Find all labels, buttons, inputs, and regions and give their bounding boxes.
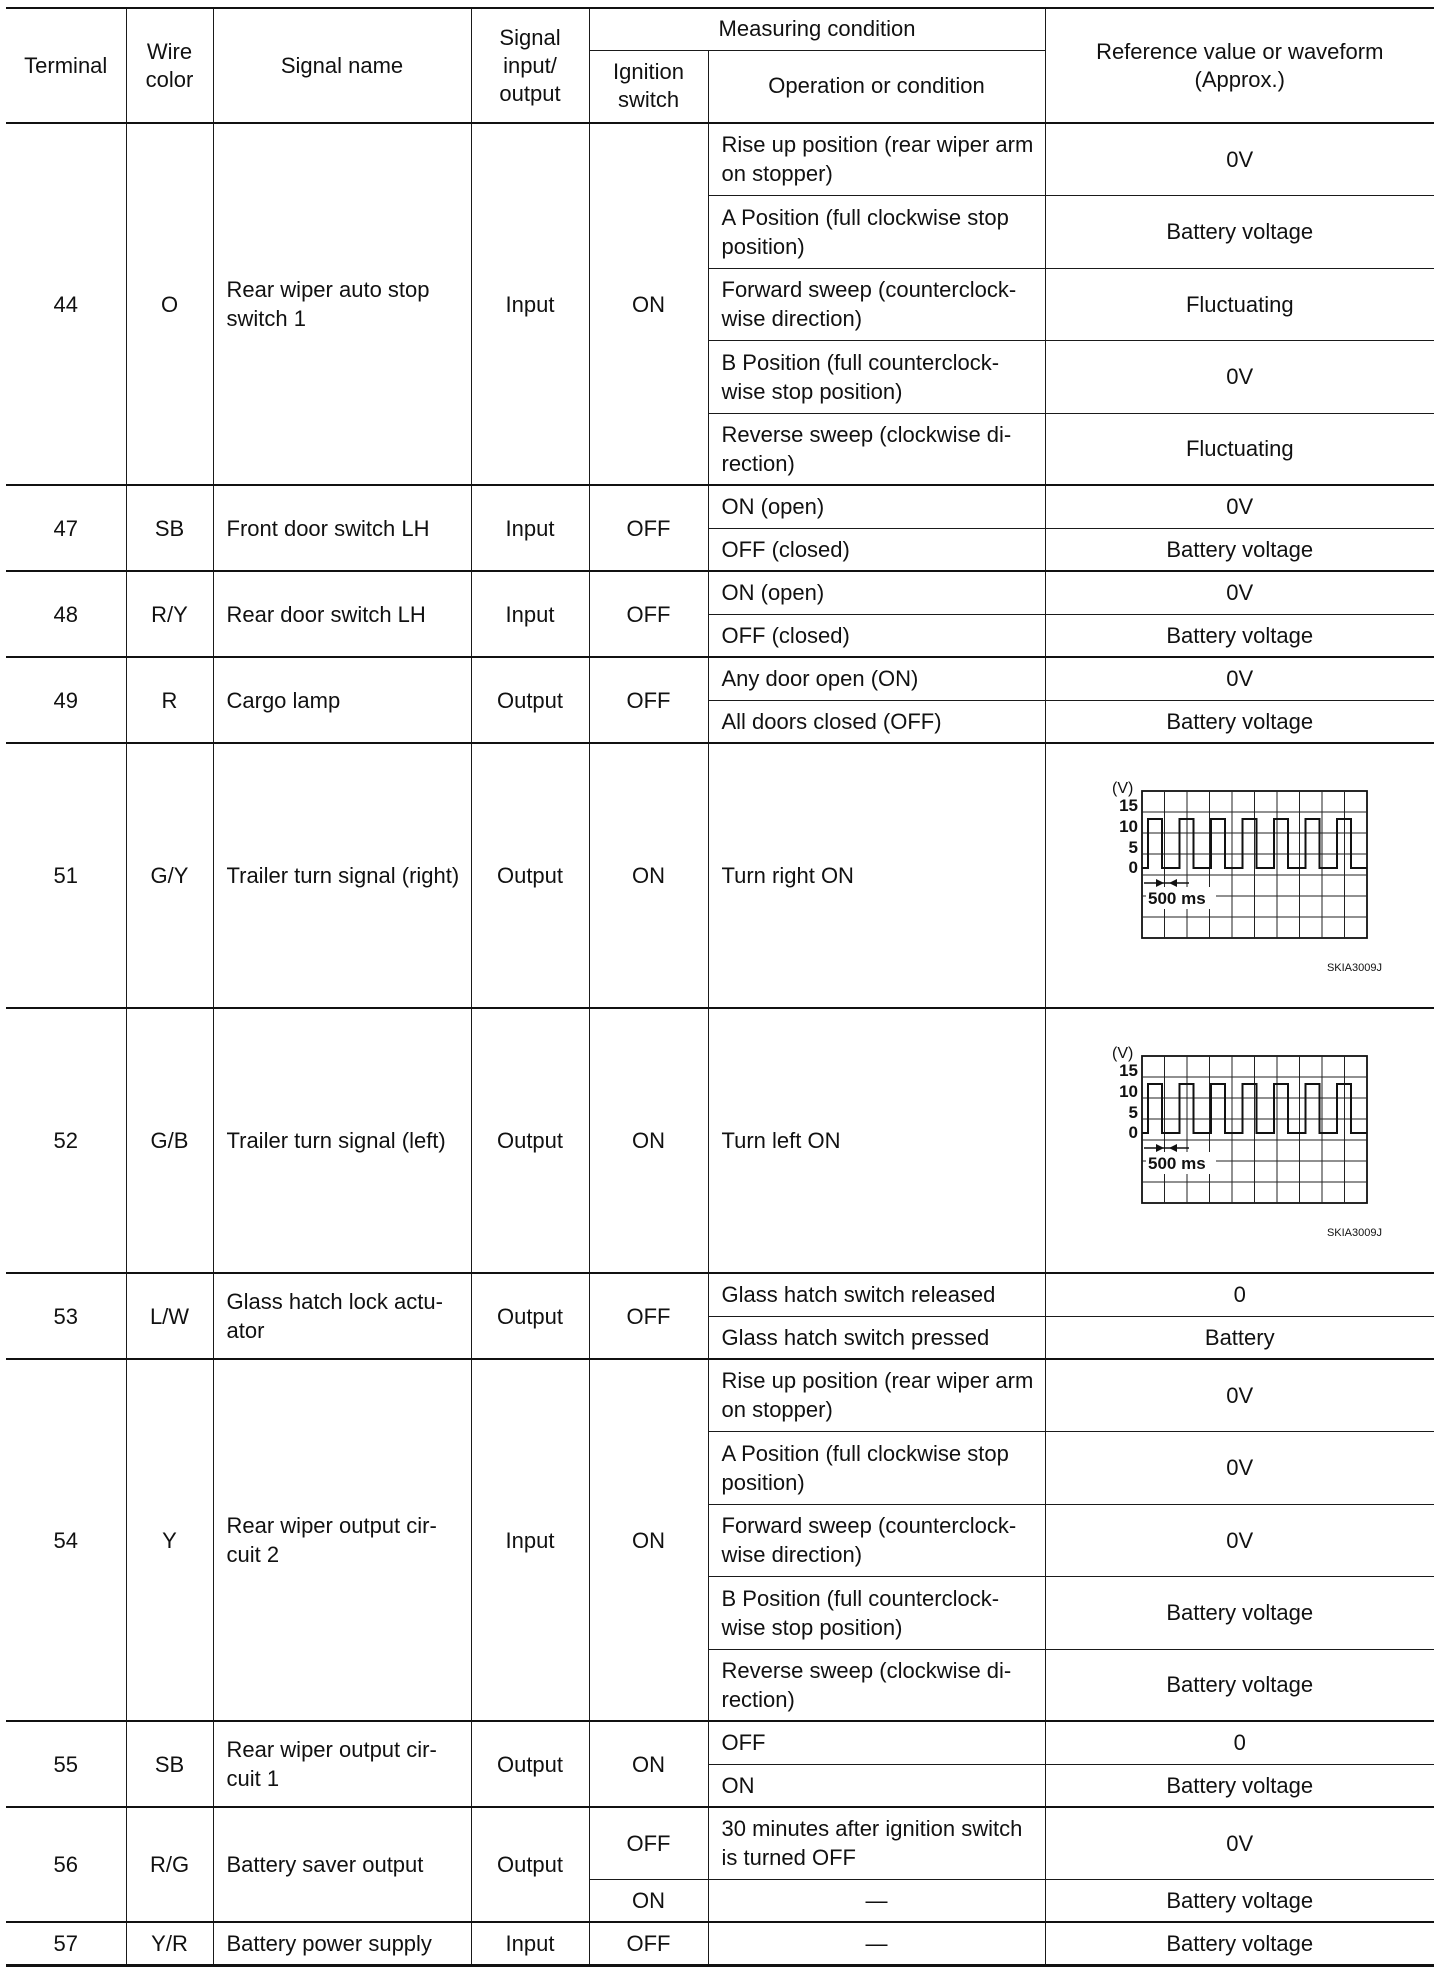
signal-io-cell: Input: [471, 485, 589, 571]
header-wire-color: Wire color: [126, 8, 213, 123]
signal-name-cell: Trailer turn signal (right): [213, 743, 471, 1008]
reference-cell: Battery voltage: [1045, 195, 1434, 268]
operation-cell: B Position (full counterclock-wise stop position): [708, 1576, 1045, 1649]
operation-cell: A Position (full clockwise stop position): [708, 1431, 1045, 1504]
terminal-cell: 53: [6, 1273, 126, 1359]
operation-cell: ON: [708, 1764, 1045, 1807]
waveform-y-tick: 10: [1118, 816, 1138, 836]
terminal-cell: 54: [6, 1359, 126, 1721]
operation-cell: 30 minutes after ignition switch is turned OFF: [708, 1807, 1045, 1879]
operation-cell: Reverse sweep (clockwise di-rection): [708, 413, 1045, 485]
signal-name-cell: Battery saver output: [213, 1807, 471, 1922]
reference-cell: 0: [1045, 1273, 1434, 1316]
operation-cell: OFF: [708, 1721, 1045, 1764]
wire-color-cell: R: [126, 657, 213, 743]
terminal-cell: 44: [6, 123, 126, 485]
header-reference: Reference value or waveform (Approx.): [1045, 8, 1434, 123]
wire-color-cell: SB: [126, 485, 213, 571]
reference-cell: Fluctuating: [1045, 268, 1434, 340]
signal-name-cell: Glass hatch lock actu-ator: [213, 1273, 471, 1359]
reference-cell: 0V: [1045, 657, 1434, 700]
operation-cell: All doors closed (OFF): [708, 700, 1045, 743]
operation-cell: Glass hatch switch pressed: [708, 1316, 1045, 1359]
waveform-y-tick: 15: [1118, 1060, 1138, 1080]
reference-cell: Battery voltage: [1045, 1764, 1434, 1807]
signal-name-cell: Battery power supply: [213, 1922, 471, 1965]
operation-cell: OFF (closed): [708, 528, 1045, 571]
reference-cell: Fluctuating: [1045, 413, 1434, 485]
waveform-y-tick: 5: [1128, 1102, 1138, 1122]
terminal-reference-table: [6, 7, 1434, 1967]
header-ignition-switch: Ignition switch: [589, 50, 708, 123]
operation-cell: Forward sweep (counterclock-wise direction): [708, 1504, 1045, 1576]
terminal-cell: 48: [6, 571, 126, 657]
signal-name-cell: Rear wiper auto stop switch 1: [213, 123, 471, 485]
terminal-cell: 52: [6, 1008, 126, 1273]
reference-cell: 0V: [1045, 123, 1434, 195]
waveform-y-tick: 0: [1128, 1122, 1138, 1142]
waveform-y-tick: 15: [1118, 795, 1138, 815]
reference-cell: Battery voltage: [1045, 1879, 1434, 1922]
time-scale-arrow-icon: [1156, 1144, 1164, 1152]
reference-cell: 0V: [1045, 571, 1434, 614]
ignition-cell: OFF: [589, 1807, 708, 1879]
table-row: [6, 1008, 1434, 1273]
signal-io-cell: Input: [471, 1922, 589, 1965]
signal-io-cell: Input: [471, 571, 589, 657]
reference-cell: Battery voltage: [1045, 1922, 1434, 1965]
signal-io-cell: Output: [471, 743, 589, 1008]
time-scale-label: 500 ms: [1147, 888, 1206, 908]
operation-cell: Reverse sweep (clockwise di-rection): [708, 1649, 1045, 1721]
terminal-cell: 57: [6, 1922, 126, 1965]
time-scale-arrow-icon: [1169, 879, 1177, 887]
waveform-cell: [1045, 1008, 1434, 1273]
wire-color-cell: L/W: [126, 1273, 213, 1359]
signal-io-cell: Input: [471, 123, 589, 485]
waveform-y-unit: (V): [1111, 1044, 1134, 1062]
ignition-cell: OFF: [589, 1273, 708, 1359]
wire-color-cell: SB: [126, 1721, 213, 1807]
table-row: [6, 743, 1434, 1008]
terminal-cell: 47: [6, 485, 126, 571]
turn-signal-waveform-right: [1090, 771, 1390, 981]
header-signal-io: Signal input/ output: [471, 8, 589, 123]
reference-cell: 0V: [1045, 1504, 1434, 1576]
operation-cell: Rise up position (rear wiper arm on stopper): [708, 1359, 1045, 1431]
terminal-cell: 49: [6, 657, 126, 743]
wire-color-cell: G/Y: [126, 743, 213, 1008]
reference-cell: Battery voltage: [1045, 700, 1434, 743]
reference-cell: Battery voltage: [1045, 528, 1434, 571]
reference-cell: Battery: [1045, 1316, 1434, 1359]
operation-cell: B Position (full counterclock-wise stop position): [708, 340, 1045, 413]
signal-io-cell: Output: [471, 1008, 589, 1273]
signal-io-cell: Input: [471, 1359, 589, 1721]
turn-signal-waveform-left: [1090, 1036, 1390, 1246]
table-row: [6, 657, 1434, 700]
signal-io-cell: Output: [471, 1807, 589, 1922]
header-operation: Operation or condition: [708, 50, 1045, 123]
table-row: [6, 1721, 1434, 1764]
waveform-y-tick: 10: [1118, 1081, 1138, 1101]
terminal-cell: 51: [6, 743, 126, 1008]
wire-color-cell: R/Y: [126, 571, 213, 657]
table-row: [6, 571, 1434, 614]
signal-name-cell: Rear wiper output cir-cuit 1: [213, 1721, 471, 1807]
ignition-cell: ON: [589, 743, 708, 1008]
operation-cell: Any door open (ON): [708, 657, 1045, 700]
signal-name-cell: Rear wiper output cir-cuit 2: [213, 1359, 471, 1721]
signal-name-cell: Cargo lamp: [213, 657, 471, 743]
table-row: [6, 123, 1434, 195]
wire-color-cell: Y/R: [126, 1922, 213, 1965]
ignition-cell: OFF: [589, 657, 708, 743]
operation-cell: A Position (full clockwise stop position): [708, 195, 1045, 268]
header-signal-name: Signal name: [213, 8, 471, 123]
waveform-cell: [1045, 743, 1434, 1008]
figure-id: SKIA3009J: [1326, 961, 1382, 974]
reference-cell: Battery voltage: [1045, 614, 1434, 657]
wire-color-cell: O: [126, 123, 213, 485]
ignition-cell: ON: [589, 1359, 708, 1721]
operation-cell: Turn right ON: [708, 743, 1045, 1008]
terminal-cell: 55: [6, 1721, 126, 1807]
operation-cell: ON (open): [708, 571, 1045, 614]
operation-cell: Glass hatch switch released: [708, 1273, 1045, 1316]
table-row: [6, 485, 1434, 528]
reference-cell: 0V: [1045, 1431, 1434, 1504]
waveform-y-unit: (V): [1111, 779, 1134, 797]
ignition-cell: ON: [589, 1879, 708, 1922]
operation-cell: OFF (closed): [708, 614, 1045, 657]
signal-name-cell: Rear door switch LH: [213, 571, 471, 657]
operation-cell: Forward sweep (counterclock-wise direction): [708, 268, 1045, 340]
waveform-y-tick: 0: [1128, 857, 1138, 877]
time-scale-arrow-icon: [1169, 1144, 1177, 1152]
ignition-cell: ON: [589, 1721, 708, 1807]
header-terminal: Terminal: [6, 8, 126, 123]
wire-color-cell: G/B: [126, 1008, 213, 1273]
header-measuring-condition: Measuring condition: [589, 8, 1045, 50]
reference-cell: 0V: [1045, 340, 1434, 413]
operation-cell: —: [708, 1922, 1045, 1965]
signal-io-cell: Output: [471, 657, 589, 743]
reference-cell: Battery voltage: [1045, 1576, 1434, 1649]
signal-name-cell: Front door switch LH: [213, 485, 471, 571]
table-row: [6, 1359, 1434, 1431]
table-row: [6, 1273, 1434, 1316]
signal-name-cell: Trailer turn signal (left): [213, 1008, 471, 1273]
ignition-cell: OFF: [589, 1922, 708, 1965]
operation-cell: ON (open): [708, 485, 1045, 528]
reference-cell: 0V: [1045, 485, 1434, 528]
reference-cell: Battery voltage: [1045, 1649, 1434, 1721]
wire-color-cell: Y: [126, 1359, 213, 1721]
operation-cell: Turn left ON: [708, 1008, 1045, 1273]
operation-cell: —: [708, 1879, 1045, 1922]
ignition-cell: OFF: [589, 571, 708, 657]
terminal-cell: 56: [6, 1807, 126, 1922]
time-scale-label: 500 ms: [1147, 1153, 1206, 1173]
figure-id: SKIA3009J: [1326, 1226, 1382, 1239]
table-row: [6, 1807, 1434, 1879]
reference-cell: 0V: [1045, 1359, 1434, 1431]
reference-cell: 0: [1045, 1721, 1434, 1764]
signal-io-cell: Output: [471, 1273, 589, 1359]
ignition-cell: ON: [589, 1008, 708, 1273]
reference-cell: 0V: [1045, 1807, 1434, 1879]
time-scale-arrow-icon: [1156, 879, 1164, 887]
wire-color-cell: R/G: [126, 1807, 213, 1922]
ignition-cell: ON: [589, 123, 708, 485]
table-row: [6, 1922, 1434, 1965]
operation-cell: Rise up position (rear wiper arm on stopper): [708, 123, 1045, 195]
signal-io-cell: Output: [471, 1721, 589, 1807]
waveform-y-tick: 5: [1128, 837, 1138, 857]
ignition-cell: OFF: [589, 485, 708, 571]
